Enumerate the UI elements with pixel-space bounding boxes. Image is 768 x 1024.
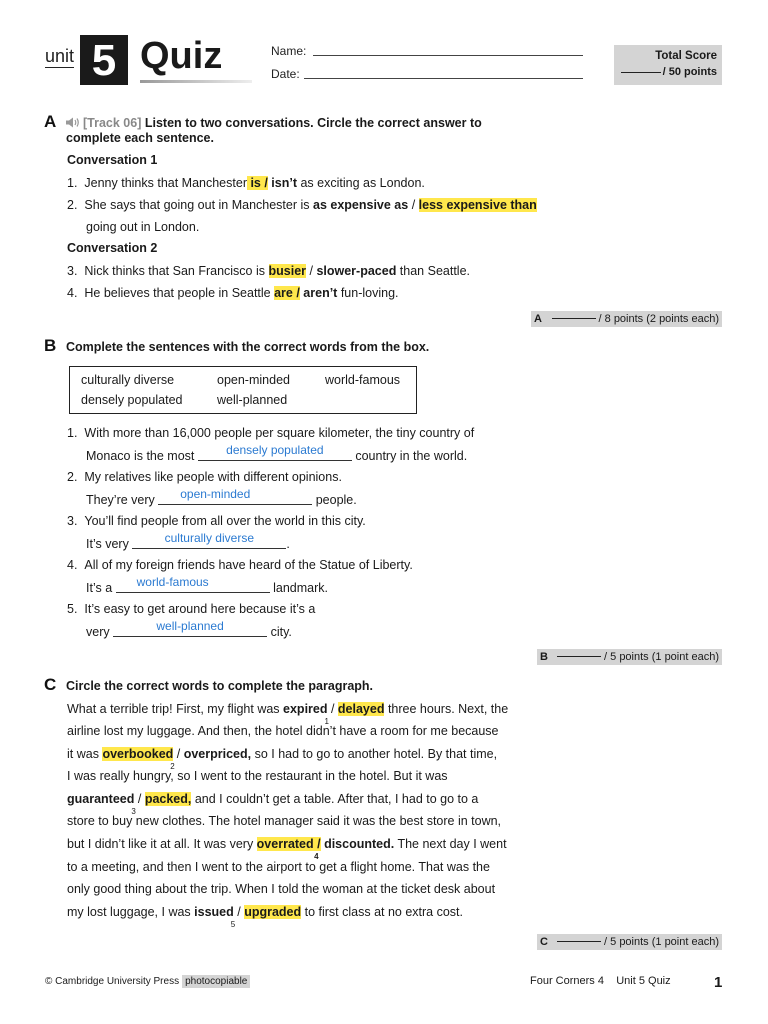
word-box-item: culturally diverse (81, 373, 175, 387)
question-b2-answer-line (86, 487, 357, 508)
paragraph-text: my lost luggage, I was (67, 905, 195, 919)
filled-answer: world-famous (136, 575, 209, 589)
question-text: They’re very (86, 493, 159, 507)
option-separator (230, 905, 245, 929)
question-b5-answer-line (86, 619, 292, 640)
total-score-box (614, 45, 722, 85)
option-separator: / (408, 198, 419, 212)
question-text: than Seattle. (396, 264, 470, 278)
answer-text: overrated / (256, 837, 321, 851)
photocopiable-badge: photocopiable (182, 975, 250, 988)
total-score-blank[interactable] (621, 72, 661, 73)
question-number: 3. (67, 264, 78, 278)
question-number: 1. (67, 426, 78, 440)
section-a-instruction (66, 116, 482, 146)
circled-answer[interactable]: less expensive than (418, 198, 537, 212)
paragraph-line-9: only good thing about the trip. When I told the woman at the ticket desk about (67, 882, 496, 896)
score-letter: A (534, 313, 542, 325)
paragraph-text: to first class at no extra cost. (301, 905, 464, 919)
answer-option[interactable]: aren’t (299, 286, 338, 300)
answer-option[interactable]: as expensive as (313, 198, 409, 212)
name-label: Name: (271, 44, 307, 58)
question-text: It’s a (86, 581, 116, 595)
score-points: / 8 points (2 points each) (598, 313, 719, 325)
paragraph-line-10 (67, 905, 464, 929)
word-box (69, 366, 417, 414)
word-box-item: well-planned (217, 393, 288, 407)
question-text: It’s easy to get around here because it’s a (84, 602, 316, 616)
answer-option[interactable]: expired (283, 702, 328, 716)
word-box-item: densely populated (81, 393, 183, 407)
separator-slash: / (233, 905, 245, 919)
section-c-instruction: Circle the correct words to complete the paragraph. (66, 679, 374, 693)
question-a2-continued: going out in London. (86, 220, 200, 234)
answer-blank[interactable] (132, 531, 286, 549)
unit-number-badge: 5 (80, 35, 128, 85)
question-a3 (67, 264, 470, 279)
paragraph-line-6: store to buy new clothes. The hotel manager said it was the best store in town, (67, 814, 502, 828)
paragraph-line-8: to a meeting, and then I went to the airport to get a flight home. That was the (67, 860, 490, 874)
question-text: Monaco is the most (86, 449, 198, 463)
question-number: 2. (67, 198, 78, 212)
item-number: 2 (170, 762, 175, 771)
question-a4 (67, 286, 399, 301)
paragraph-text: and I couldn’t get a table. After that, I had to go to a (191, 792, 479, 806)
answer-blank[interactable] (158, 487, 312, 505)
question-text: country in the world. (351, 449, 468, 463)
word-box-item: open-minded (217, 373, 290, 387)
question-text: She says that going out in Manchester is (84, 198, 313, 212)
answer-option[interactable]: discounted. (320, 837, 395, 851)
copyright-text: © Cambridge University Press (45, 976, 180, 987)
filled-answer: well-planned (156, 619, 224, 633)
question-b2 (67, 470, 342, 485)
question-number: 3. (67, 514, 78, 528)
separator-slash: / (173, 747, 184, 761)
date-field[interactable] (304, 78, 583, 79)
circled-answer[interactable]: is / (246, 176, 268, 190)
question-b1 (67, 426, 474, 441)
item-number: 3 (131, 807, 136, 816)
unit-label: unit (45, 46, 75, 66)
conversation-1-heading: Conversation 1 (67, 153, 158, 167)
question-number: 4. (67, 286, 78, 300)
circled-answer[interactable]: overbooked (102, 747, 174, 761)
footer-copyright-group (45, 976, 250, 987)
question-a2 (67, 198, 537, 213)
paragraph-line-2: airline lost my luggage. And then, the hotel didn’t have a room for me because (67, 724, 499, 738)
question-b1-answer-line (86, 443, 468, 464)
answer-option[interactable]: overpriced, (183, 747, 252, 761)
separator-slash: / (327, 702, 338, 716)
option-separator (170, 747, 184, 771)
question-number: 4. (67, 558, 78, 572)
track-label: [Track 06] (83, 116, 142, 130)
filled-answer: culturally diverse (164, 531, 254, 545)
question-text: landmark. (269, 581, 329, 595)
paragraph-line-7 (67, 837, 507, 861)
question-number: 5. (67, 602, 78, 616)
paragraph-text: it was (67, 747, 103, 761)
paragraph-line-1 (67, 702, 509, 726)
total-score-points: / 50 points (662, 66, 717, 78)
question-number: 2. (67, 470, 78, 484)
section-b-instruction: Complete the sentences with the correct words from the box. (66, 340, 430, 354)
question-b4-answer-line (86, 575, 329, 596)
quiz-name: Unit 5 Quiz (616, 975, 671, 987)
question-text: fun-loving. (337, 286, 399, 300)
instruction-line-2: complete each sentence. (66, 131, 214, 145)
option-separator (131, 792, 145, 816)
circled-answer[interactable]: upgraded (244, 905, 302, 919)
paragraph-text: The next day I went (394, 837, 507, 851)
answer-blank[interactable] (198, 443, 352, 461)
item-number: 5 (230, 920, 236, 929)
answer-option[interactable]: slower-paced (316, 264, 397, 278)
answer-blank[interactable] (116, 575, 270, 593)
question-text: people. (312, 493, 357, 507)
page-number: 1 (714, 974, 723, 991)
paragraph-text: What a terrible trip! First, my flight was (67, 702, 284, 716)
section-c-score-bar (537, 934, 722, 950)
quiz-title: Quiz (140, 35, 223, 77)
paragraph-text: three hours. Next, the (384, 702, 509, 716)
answer-option[interactable]: issued (194, 905, 234, 919)
question-text: very (86, 625, 114, 639)
section-a-score-bar (531, 311, 722, 327)
paragraph-line-5 (67, 792, 479, 816)
score-letter: B (540, 651, 548, 663)
score-blank[interactable] (557, 941, 601, 942)
footer-book-info (530, 975, 671, 987)
option-separator: / (306, 264, 317, 278)
answer-option[interactable]: isn’t (267, 176, 297, 190)
paragraph-text: but I didn’t like it at all. It was very (67, 837, 257, 851)
instruction-line-1: Listen to two conversations. Circle the correct answer to (144, 116, 482, 130)
filled-answer: densely populated (226, 443, 324, 457)
question-number: 1. (67, 176, 78, 190)
conversation-2-heading: Conversation 2 (67, 241, 158, 255)
question-text: It’s very (86, 537, 133, 551)
separator-slash: / (134, 792, 145, 806)
word-box-item: world-famous (325, 373, 401, 387)
question-text: Nick thinks that San Francisco is (84, 264, 269, 278)
score-blank[interactable] (557, 656, 601, 657)
title-underline (140, 80, 252, 83)
option-separator (324, 702, 338, 726)
score-blank[interactable] (552, 318, 596, 319)
question-a1 (67, 176, 425, 191)
circled-answer[interactable]: delayed (337, 702, 385, 716)
paragraph-text: so I had to go to another hotel. By that time, (251, 747, 498, 761)
score-letter: C (540, 936, 548, 948)
question-text: With more than 16,000 people per square kilometer, the tiny country of (84, 426, 475, 440)
circled-answer[interactable]: packed, (144, 792, 192, 806)
question-b4 (67, 558, 413, 573)
circled-answer[interactable] (256, 837, 321, 861)
question-text: as exciting as London. (297, 176, 425, 190)
name-field[interactable] (313, 55, 583, 56)
question-text: All of my foreign friends have heard of the Statue of Liberty. (84, 558, 413, 572)
paragraph-line-3 (67, 747, 498, 771)
item-number: 4 (314, 852, 319, 861)
section-b-letter: B (44, 336, 57, 355)
question-b3-answer-line (86, 531, 290, 552)
answer-blank[interactable] (113, 619, 267, 637)
score-points: / 5 points (1 point each) (604, 936, 719, 948)
question-text: You’ll find people from all over the world in this city. (84, 514, 366, 528)
speaker-icon (66, 117, 80, 128)
item-number: 1 (324, 717, 329, 726)
question-b5 (67, 602, 315, 617)
question-text: city. (267, 625, 292, 639)
score-points: / 5 points (1 point each) (604, 651, 719, 663)
question-text: Jenny thinks that Manchester (84, 176, 247, 190)
paragraph-line-4: I was really hungry, so I went to the restaurant in the hotel. But it was (67, 769, 448, 783)
filled-answer: open-minded (180, 487, 251, 501)
book-title: Four Corners 4 (530, 975, 604, 987)
answer-option[interactable]: guaranteed (67, 792, 135, 806)
circled-answer[interactable]: busier (268, 264, 307, 278)
total-score-label: Total Score (655, 50, 717, 62)
question-text: . (286, 537, 290, 551)
date-label: Date: (271, 67, 300, 81)
question-text: My relatives like people with different opinions. (84, 470, 342, 484)
section-c-letter: C (44, 675, 57, 694)
circled-answer[interactable]: are / (274, 286, 300, 300)
question-text: He believes that people in Seattle (84, 286, 275, 300)
section-b-score-bar (537, 649, 722, 665)
section-a-letter: A (44, 112, 57, 131)
question-b3 (67, 514, 366, 529)
